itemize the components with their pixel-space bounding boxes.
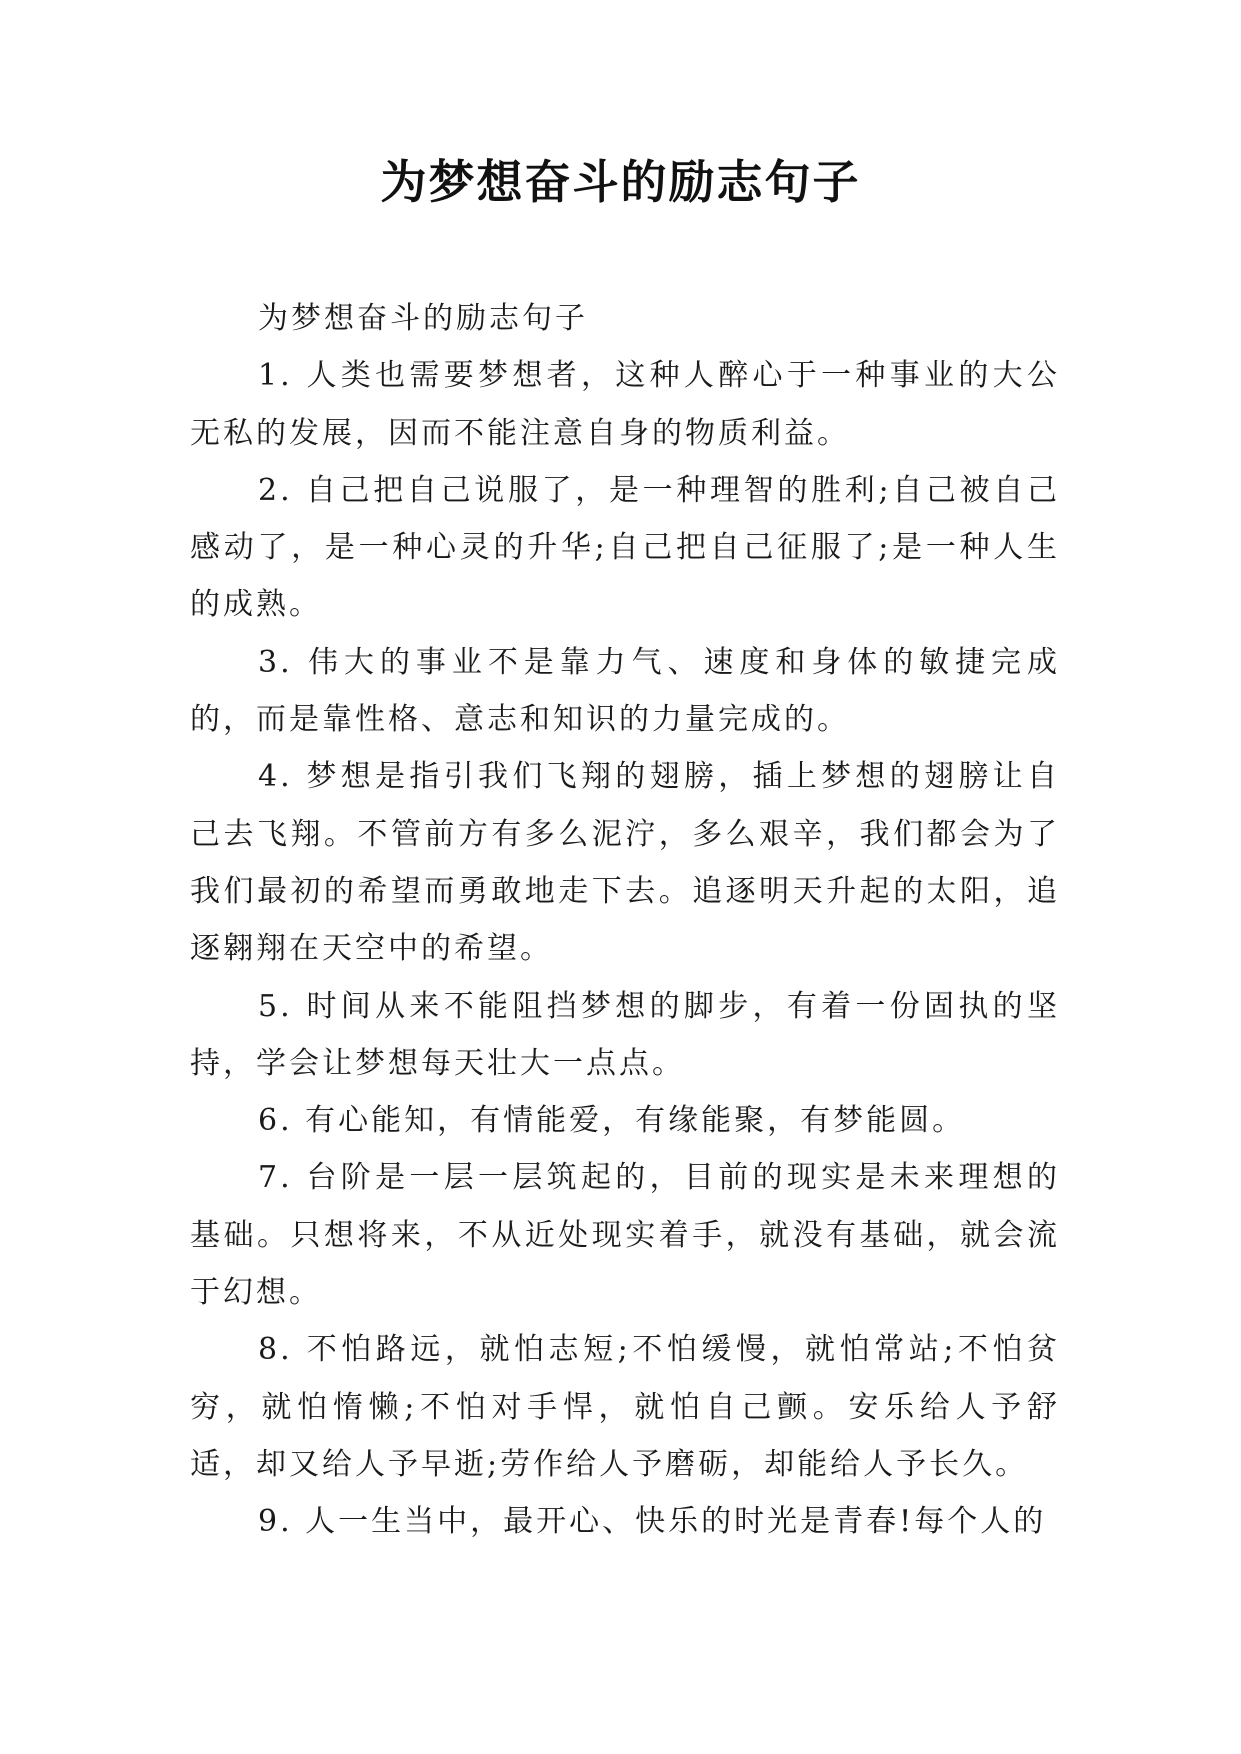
document-subtitle: 为梦想奋斗的励志句子 — [258, 301, 588, 336]
paragraph-1: 1. 人类也需要梦想者，这种人醉心于一种事业的大公无私的发展，因而不能注意自身的物质利益。 — [190, 358, 1060, 451]
paragraph-6: 6. 有心能知，有情能爱，有缘能聚，有梦能圆。 — [258, 1103, 966, 1139]
paragraph-9: 9. 人一生当中，最开心、快乐的时光是青春!每个人的 — [258, 1504, 1047, 1540]
document-title: 为梦想奋斗的励志句子 — [380, 155, 861, 209]
document-body — [190, 290, 1060, 1551]
paragraph-7: 7. 台阶是一层一层筑起的，目前的现实是未来理想的基础。只想将来，不从近处现实着手，就没有基础，就会流于幻想。 — [190, 1160, 1060, 1311]
paragraph-8: 8. 不怕路远，就怕志短;不怕缓慢，就怕常站;不怕贫穷，就怕惰懒;不怕对手悍，就怕自己颤。安乐给人予舒适，却又给人予早逝;劳作给人予磨砺，却能给人予长久。 — [190, 1332, 1060, 1482]
paragraph-4: 4. 梦想是指引我们飞翔的翅膀，插上梦想的翅膀让自己去飞翔。不管前方有多么泥泞，多么艰辛，我们都会为了我们最初的希望而勇敢地走下去。追逐明天升起的太阳，追逐翱翔在天空中的希望。 — [190, 759, 1060, 967]
paragraph-2: 2. 自己把自己说服了，是一种理智的胜利;自己被自己感动了，是一种心灵的升华;自己把自己征服了;是一种人生的成熟。 — [190, 472, 1060, 623]
paragraph-3: 3. 伟大的事业不是靠力气、速度和身体的敏捷完成的，而是靠性格、意志和知识的力量完成的。 — [190, 644, 1060, 738]
paragraph-5: 5. 时间从来不能阻挡梦想的脚步，有着一份固执的坚持，学会让梦想每天壮大一点点。 — [190, 988, 1060, 1081]
